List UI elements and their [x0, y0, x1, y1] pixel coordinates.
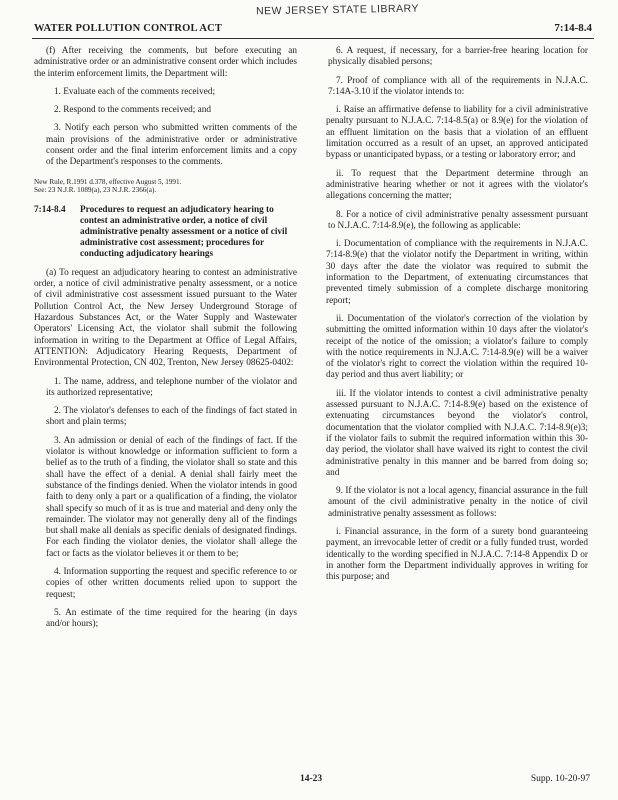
paragraph-a-8-ii: ii. Documentation of the violator's correction of the violation by submitting the omitted information within 10 days after the violator's receipt of the notice of the omission; a violator's failure to comply with the notice requirements in N.J.A.C. 7:14-8.9(e) will be a waiver of the violator's right to correct the violation within the required 10-day period and thus avert liability; or — [326, 313, 588, 381]
paragraph-a-7-i: i. Raise an affirmative defense to liability for a civil administrative penalty pursuant to N.J.A.C. 7:14-8.5(a) or 8.9(e) for the violation of an effluent limitation on the basis that a violation of an effluent limitation occurred as a result of an upset, an approved anticipated bypass or unanticipated bypass, or a testing or laboratory error; and — [326, 105, 588, 161]
paragraph-f-1: 1. Evaluate each of the comments received; — [54, 86, 216, 97]
history-note — [34, 178, 297, 195]
paragraph-a-7: 7. Proof of compliance with all of the requirements in N.J.A.C. 7:14A-3.10 if the violator intends to: — [328, 75, 588, 97]
section-number: 7:14-8.4 — [34, 204, 66, 215]
paragraph-a-3: 3. An admission or denial of each of the findings of fact. If the violator is without knowledge or information sufficient to form a belief as to the truth of a finding, the violator shall so state and this shall have the effect of a denial. A denial shall fairly meet the substance of the findings denied. When the violator intends in good faith to deny only a part or a qualification of a finding, the violator shall specify so much of it as is true and material and deny only the remainder. The violator may not generally deny all of the findings but shall make all denials as specific denials of designated findings. For each finding the violator denies, the violator shall allege the fact or facts as the violator believes it or them to be; — [46, 435, 297, 559]
section-heading — [34, 205, 297, 260]
paragraph-f-3: 3. Notify each person who submitted written comments of the main provisions of the administrative order or administrative consent order and the final interim enforcement limits and a copy of the Department's responses to the comments. — [46, 123, 297, 168]
paragraph-f-2: 2. Respond to the comments received; and — [54, 105, 211, 116]
section-title: Procedures to request an adjudicatory hearing to contest an administrative order, a notice of civil administrative penalty assessment or a notice of civil administrative cost assessment; procedures for conducting adjudicatory hearings — [80, 204, 288, 259]
page-number: 14-23 — [300, 774, 323, 784]
library-stamp: NEW JERSEY STATE LIBRARY — [255, 2, 420, 18]
paragraph-a-8-i: i. Documentation of compliance with the requirements in N.J.A.C. 7:14-8.9(e) that the violator notify the Department in writing, within 30 days after the date the violator was required to submit the information to the Department, of extenuating circumstances that prevented timely submission of a complete discharge monitoring report; — [326, 239, 588, 306]
paragraph-a-9-i: i. Financial assurance, in the form of a surety bond guaranteeing payment, an irrevocable letter of credit or a fully funded trust, worded identically to the wording specified in N.J.A.C. 7:14-8 Appendix D or in another form the Department individually approves in writing for this purpose; and — [326, 526, 588, 583]
paragraph-a-4: 4. Information supporting the request and specific reference to or copies of other written documents relied upon to support the request; — [46, 566, 297, 600]
paragraph-a-6: 6. A request, if necessary, for a barrier-free hearing location for physically disabled persons; — [328, 46, 588, 68]
running-header-section: 7:14-8.4 — [554, 22, 592, 34]
paragraph-a-8-iii: iii. If the violator intends to contest a civil administrative penalty assessed pursuant to N.J.A.C. 7:14-8.9(e) based on the existence of extenuating circumstances beyond the violator's control, documentation that the violator complied with N.J.A.C. 7:14-8.9(e)3; if the violator fails to submit the required information within this 30-day period, the violator shall have waived its right to contest the civil administrative penalty in this manner and be barred from doing so; and — [326, 388, 588, 478]
history-rule: New Rule, R.1991 d.378, effective August 5, 1991. — [34, 177, 182, 186]
left-column — [34, 46, 297, 637]
history-see: See: 23 N.J.R. 1089(a), 23 N.J.R. 2366(a). — [34, 186, 157, 195]
paragraph-a-2: 2. The violator's defenses to each of the findings of fact stated in short and plain terms; — [46, 406, 297, 428]
supplement-date: Supp. 10-20-97 — [530, 774, 590, 784]
running-header-title: WATER POLLUTION CONTROL ACT — [34, 23, 223, 34]
paragraph-a-5: 5. An estimate of the time required for the hearing (in days and/or hours); — [46, 607, 297, 630]
paragraph-a-8: 8. For a notice of civil administrative penalty assessment pursuant to N.J.A.C. 7:14-8.9(e), the following as applicable: — [328, 209, 588, 231]
header-rule — [32, 38, 594, 39]
paragraph-a: (a) To request an adjudicatory hearing to contest an administrative order, a notice of civil administrative penalty assessment, or a notice of civil administrative cost assessment issued pursuant to the Water Pollution Control Act, the New Jersey Underground Storage of Hazardous Substances Act, or the Water Supply and Wastewater Operators' Licensing Act, the violator shall submit the following information in writing to the Department at Office of Legal Affairs, ATTENTION: Adjudicatory Hearing Requests, Department of Environmental Protection, CN 402, Trenton, New Jersey 08625-0402: — [34, 267, 297, 369]
paragraph-a-9: 9. If the violator is not a local agency, financial assurance in the full amount of the civil administrative penalty in the notice of civil administrative penalty assessment as follows: — [328, 486, 588, 519]
paragraph-f: (f) After receiving the comments, but before executing an administrative order or an administrative consent order which includes the interim enforcement limits, the Department will: — [34, 46, 297, 79]
paragraph-a-1: 1. The name, address, and telephone number of the violator and its authorized representative; — [46, 376, 297, 398]
paragraph-a-7-ii: ii. To request that the Department determine through an administrative hearing whether or not it agrees with the violator's allegations concerning the matter; — [326, 168, 588, 202]
right-column — [316, 46, 588, 590]
